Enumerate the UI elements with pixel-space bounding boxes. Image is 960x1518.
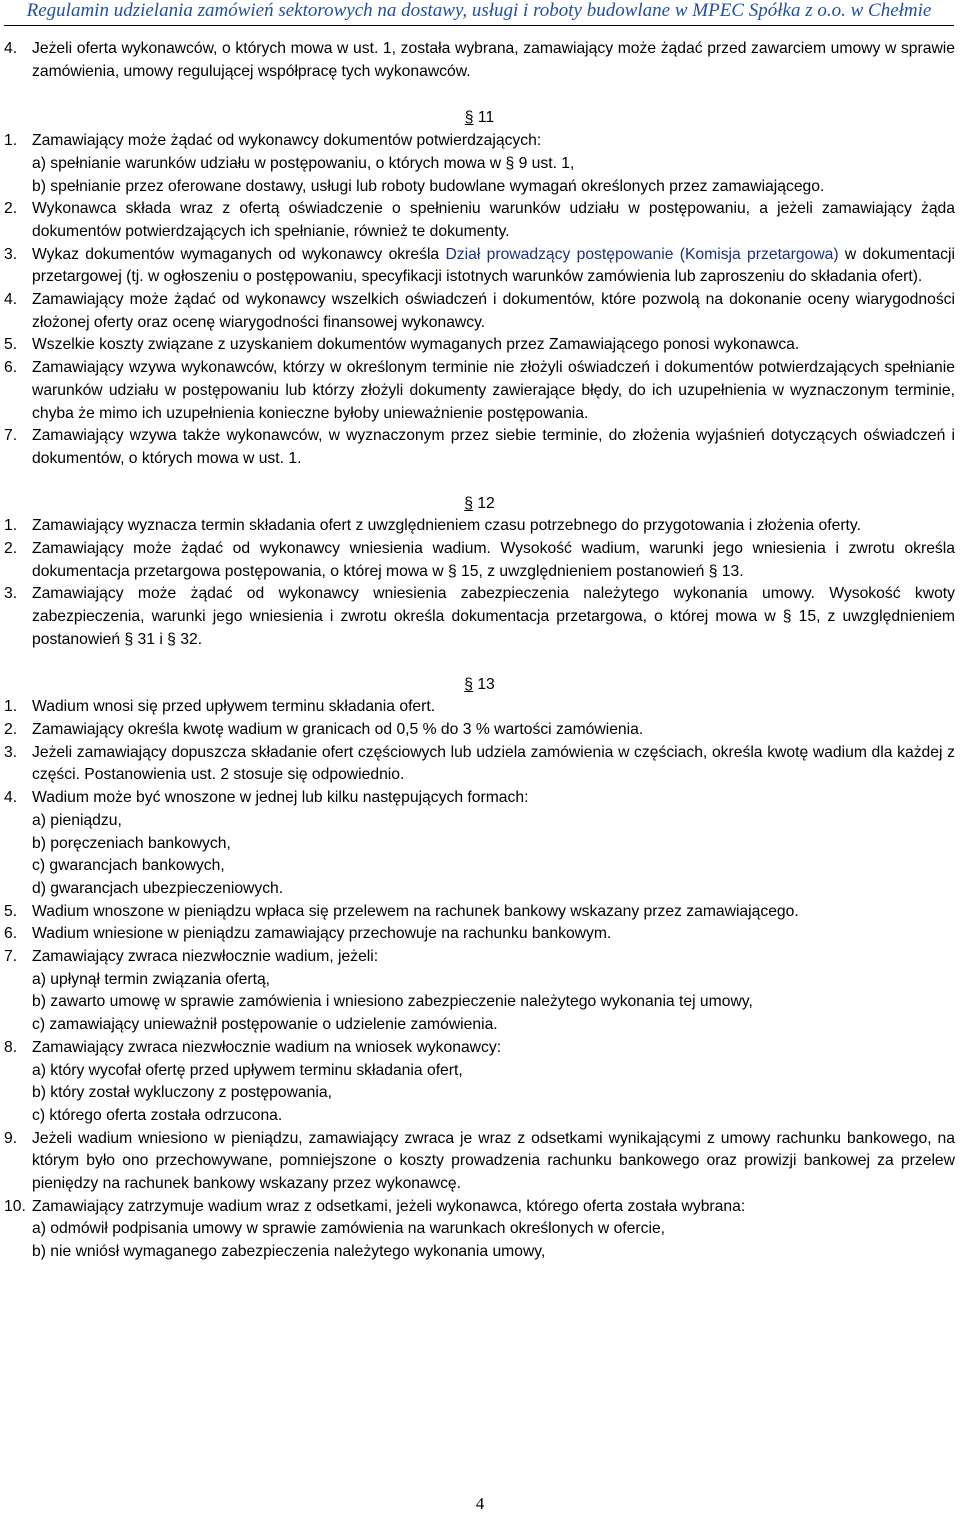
section-symbol: § <box>464 675 473 693</box>
paragraph-number: 10. <box>4 1197 26 1215</box>
paragraph-text: Wykaz dokumentów wymaganych od wykonawcy określa <box>32 245 446 263</box>
paragraph-text: Zamawiający zatrzymuje wadium wraz z odsetkami, jeżeli wykonawca, którego oferta została wybrana: <box>32 1197 746 1215</box>
numbered-paragraph <box>4 244 955 289</box>
list-subitem: a) spełnianie warunków udziału w postępowaniu, o których mowa w § 9 ust. 1, <box>32 154 575 172</box>
paragraph-number: 1. <box>4 132 18 150</box>
section-heading <box>4 493 955 516</box>
numbered-paragraph <box>4 130 955 153</box>
paragraph-text: Wadium wnosi się przed upływem terminu składania ofert. <box>32 698 436 716</box>
list-subitem: c) zamawiający unieważnił postępowanie o udzielenie zamówienia. <box>32 1016 498 1034</box>
numbered-paragraph <box>4 696 955 719</box>
paragraph-number: 6. <box>4 359 18 377</box>
list-subitem: b) spełnianie przez oferowane dostawy, usługi lub roboty budowlane wymagań określonych przez zamawiającego. <box>32 177 825 195</box>
numbered-paragraph <box>4 787 955 810</box>
list-subitem: a) pieniądzu, <box>32 811 122 829</box>
paragraph-number: 2. <box>4 540 18 558</box>
section-0 <box>4 38 955 83</box>
numbered-paragraph <box>4 357 955 425</box>
list-subitem: b) który został wykluczony z postępowania, <box>32 1084 332 1102</box>
numbered-paragraph <box>4 1037 955 1060</box>
numbered-paragraph <box>4 946 955 969</box>
section-number: 11 <box>477 109 495 127</box>
list-subitem: a) upłynął termin związania ofertą, <box>32 970 271 988</box>
paragraph-text: Zamawiający może żądać od wykonawcy dokumentów potwierdzających: <box>32 132 542 150</box>
paragraph-text: Zamawiający może żądać od wykonawcy wszelkich oświadczeń i dokumentów, które pozwolą na dokonanie oceny wiarygodności złożonej oferty oraz ocenę wiarygodności finansowej wykonawcy. <box>32 291 955 331</box>
paragraph-number: 2. <box>4 720 18 738</box>
section-number: 12 <box>477 494 495 512</box>
paragraph-number: 7. <box>4 948 18 966</box>
paragraph-text: Wadium może być wnoszone w jednej lub kilku następujących formach: <box>32 789 529 807</box>
page-number: 4 <box>475 1494 485 1513</box>
numbered-paragraph <box>4 1128 955 1196</box>
section-number: 13 <box>477 675 495 693</box>
numbered-paragraph <box>4 583 955 651</box>
list-subitem: c) gwarancjach bankowych, <box>32 857 225 875</box>
numbered-paragraph <box>4 515 955 538</box>
section-3 <box>4 674 955 1264</box>
numbered-paragraph <box>4 289 955 334</box>
section-1 <box>4 107 955 470</box>
section-symbol: § <box>464 109 474 127</box>
numbered-paragraph <box>4 38 955 83</box>
numbered-paragraph <box>4 923 955 946</box>
paragraph-number: 5. <box>4 902 18 920</box>
paragraph-number: 2. <box>4 200 18 218</box>
paragraph-text: Zamawiający wzywa także wykonawców, w wyznaczonym przez siebie terminie, do złożenia wyjaśnień dotyczących oświadczeń i dokumentów, o których mowa w ust. 1. <box>32 427 955 467</box>
paragraph-number: 1. <box>4 698 18 716</box>
list-subitem: a) który wycofał ofertę przed upływem terminu składania ofert, <box>32 1061 463 1079</box>
paragraph-text: Zamawiający może żądać od wykonawcy wniesienia wadium. Wysokość wadium, warunki jego wniesienia i zwrotu określa dokumentacja przetargowa postępowania, o której mowa w § 15, z uwzględnieniem postanowień § 13. <box>32 540 955 580</box>
list-subitem: b) zawarto umowę w sprawie zamówienia i wniesiono zabezpieczenie należytego wykonania tej umowy, <box>32 993 753 1011</box>
paragraph-number: 6. <box>4 925 18 943</box>
paragraph-number: 7. <box>4 427 18 445</box>
paragraph-number: 9. <box>4 1129 18 1147</box>
paragraph-text: Zamawiający określa kwotę wadium w granicach od 0,5 % do 3 % wartości zamówienia. <box>32 720 644 738</box>
paragraph-text: Wadium wniesione w pieniądzu zamawiający przechowuje na rachunku bankowym. <box>32 925 612 943</box>
paragraph-number: 4. <box>4 291 18 309</box>
paragraph-text: Wadium wnoszone w pieniądzu wpłaca się przelewem na rachunek bankowy wskazany przez zamawiającego. <box>32 902 799 920</box>
paragraph-number: 4. <box>4 40 18 57</box>
paragraph-text: Zamawiający zwraca niezwłocznie wadium, jeżeli: <box>32 948 379 966</box>
paragraph-text: Zamawiający wzywa wykonawców, którzy w określonym terminie nie złożyli oświadczeń i dokumentów potwierdzających spełnianie warunków udziału w postępowaniu lub którzy złożyli dokumenty zawierające błędy, do ich uzupełnienia w wyznaczonym terminie, chyba że mimo ich uzupełnienia konieczne byłoby unieważnienie postępowania. <box>32 359 955 422</box>
section-symbol: § <box>464 494 473 512</box>
paragraph-text: Zamawiający może żądać od wykonawcy wniesienia zabezpieczenia należytego wykonania umowy. Wysokość kwoty zabezpieczenia, warunki jego wniesienia i zwrotu określa dokumentacja przetargowa, o której mowa w § 15, z uwzględnieniem postanowień § 31 i § 32. <box>32 585 955 648</box>
section-2 <box>4 493 955 652</box>
paragraph-number: 3. <box>4 245 18 263</box>
paragraph-text: Zamawiający zwraca niezwłocznie wadium na wniosek wykonawcy: <box>32 1038 502 1056</box>
numbered-paragraph <box>4 198 955 243</box>
department-link[interactable]: Dział prowadzący postępowanie (Komisja przetargowa) <box>445 245 839 263</box>
numbered-paragraph <box>4 425 955 470</box>
header-title: Regulamin udzielania zamówień sektorowych na dostawy, usługi i roboty budowlane w MPEC Spółka z o.o. w Chełmie <box>26 0 932 21</box>
section-heading <box>4 674 955 697</box>
numbered-paragraph <box>4 719 955 742</box>
paragraph-number: 3. <box>4 585 18 603</box>
paragraph-text: Wszelkie koszty związane z uzyskaniem dokumentów wymaganych przez Zamawiającego ponosi wykonawca. <box>32 336 800 354</box>
paragraph-number: 8. <box>4 1038 18 1056</box>
list-subitem: d) gwarancjach ubezpieczeniowych. <box>32 879 284 897</box>
paragraph-number: 4. <box>4 789 18 807</box>
header-rule <box>4 25 954 26</box>
paragraph-text: Wykonawca składa wraz z ofertą oświadczenie o spełnieniu warunków udziału w postępowaniu, a jeżeli zamawiający żąda dokumentów potwierdzających ich spełnianie, również te dokumenty. <box>32 200 955 240</box>
numbered-paragraph <box>4 538 955 583</box>
numbered-paragraph <box>4 334 955 357</box>
list-subitem: b) nie wniósł wymaganego zabezpieczenia należytego wykonania umowy, <box>32 1243 546 1261</box>
list-subitem: a) odmówił podpisania umowy w sprawie zamówienia na warunkach określonych w ofercie, <box>32 1220 666 1238</box>
document-body <box>4 38 955 1264</box>
numbered-paragraph <box>4 1196 955 1219</box>
paragraph-text: Zamawiający wyznacza termin składania ofert z uwzględnieniem czasu potrzebnego do przygotowania i złożenia oferty. <box>32 517 861 535</box>
paragraph-text: Jeżeli wadium wniesiono w pieniądzu, zamawiający zwraca je wraz z odsetkami wynikającymi z umowy rachunku bankowego, na którym było ono przechowywane, pomniejszone o koszty prowadzenia rachunku bankowego oraz prowizji bankowej za przelew pieniędzy na rachunek bankowy wskazany przez wykonawcę. <box>32 1129 955 1193</box>
numbered-paragraph <box>4 901 955 924</box>
list-subitem: b) poręczeniach bankowych, <box>32 834 231 852</box>
page-header <box>4 0 954 30</box>
paragraph-text: Jeżeli oferta wykonawców, o których mowa w ust. 1, została wybrana, zamawiający może żądać przed zawarciem umowy w sprawie zamówienia, umowy regulującej współpracę tych wykonawców. <box>32 40 955 80</box>
paragraph-number: 3. <box>4 743 18 761</box>
section-heading <box>4 107 955 130</box>
paragraph-number: 1. <box>4 517 18 535</box>
list-subitem: c) którego oferta została odrzucona. <box>32 1106 283 1124</box>
paragraph-text: w dokumentacji przetargowej (tj. w ogłoszeniu o postępowaniu, specyfikacji istotnych warunków zamówienia lub zaproszeniu do składania ofert). <box>32 245 955 286</box>
numbered-paragraph <box>4 742 955 787</box>
paragraph-number: 5. <box>4 336 18 354</box>
paragraph-text: Jeżeli zamawiający dopuszcza składanie ofert częściowych lub udziela zamówienia w częściach, określa kwotę wadium dla każdej z części. Postanowienia ust. 2 stosuje się odpowiednio. <box>32 743 955 784</box>
